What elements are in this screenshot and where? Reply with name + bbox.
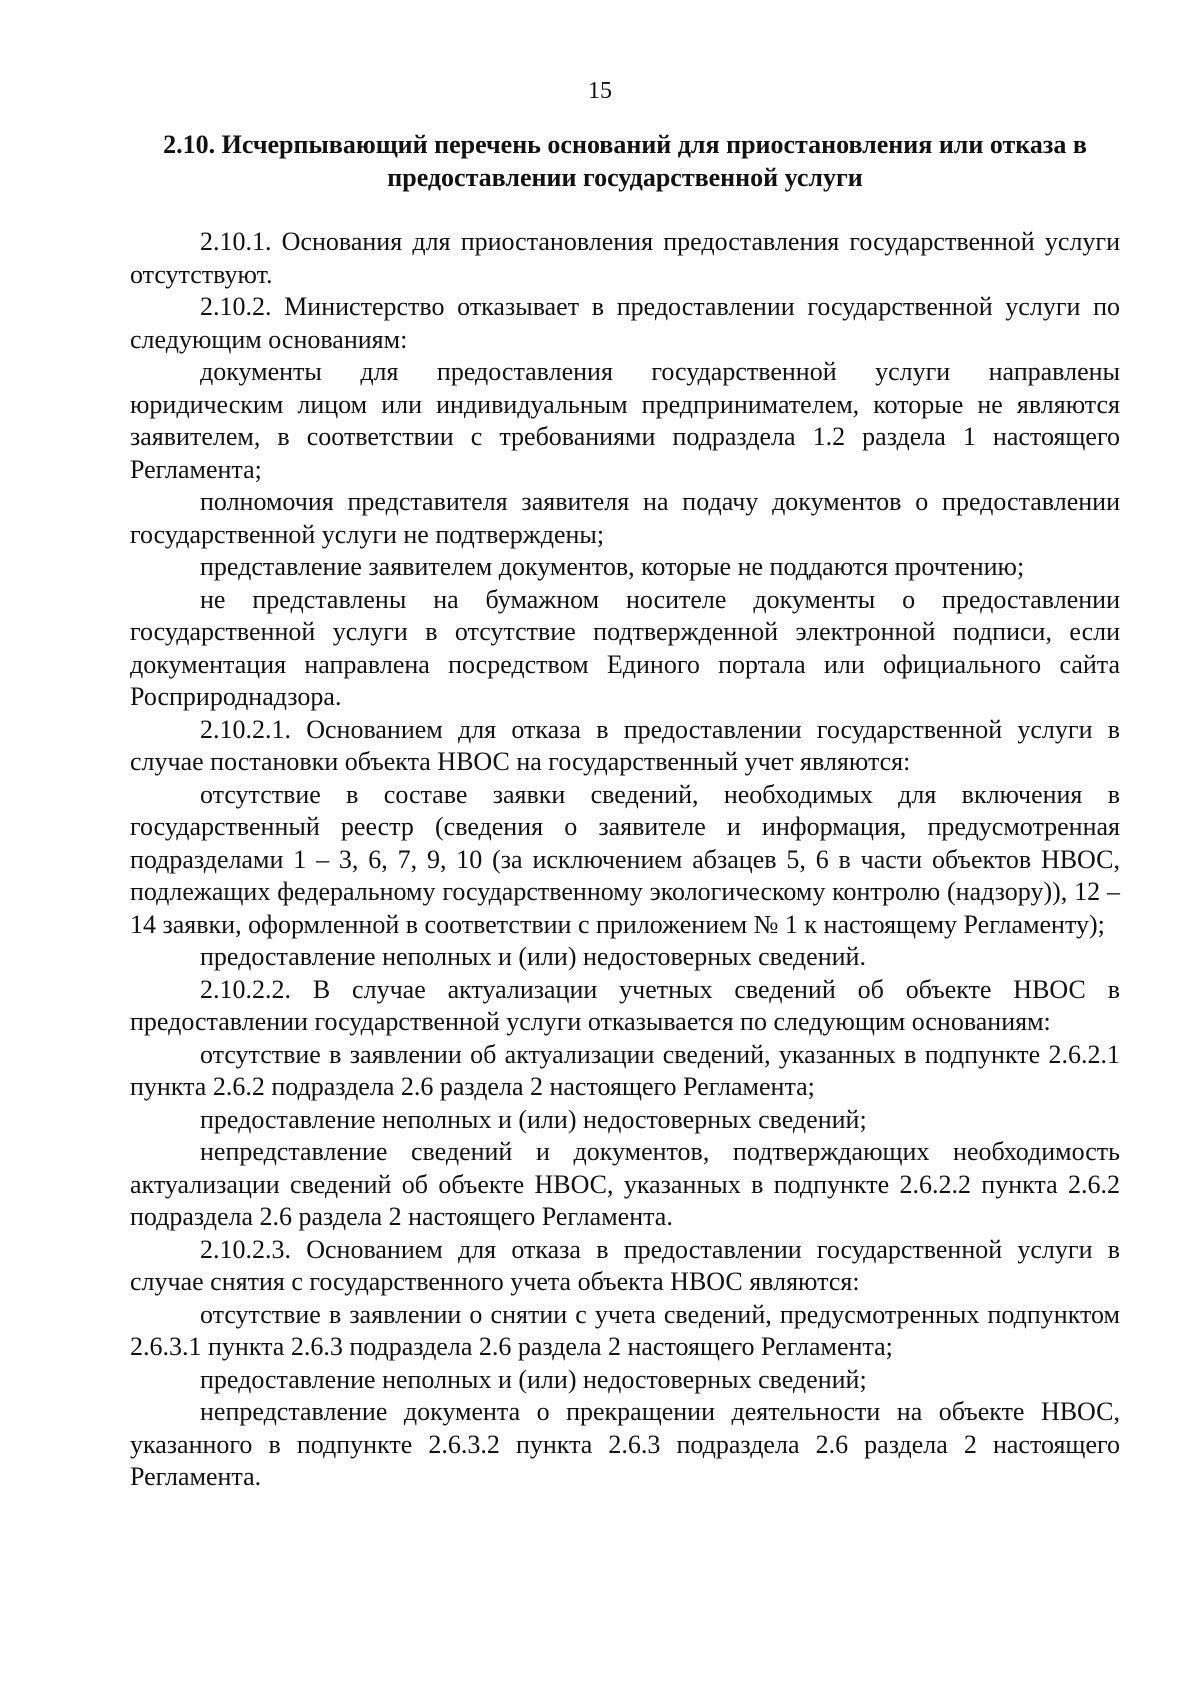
section-heading: 2.10. Исчерпывающий перечень оснований для приостановления или отказа в предоставлении государственной услуги	[163, 130, 1087, 192]
paragraph: полномочия представителя заявителя на подачу документов о предоставлении государственной услуги не подтверждены;	[130, 487, 1120, 549]
paragraph: предоставление неполных и (или) недостоверных сведений;	[200, 1364, 867, 1394]
paragraph: предоставление неполных и (или) недостоверных сведений.	[200, 942, 866, 971]
paragraph: предоставление неполных и (или) недостоверных сведений;	[200, 1104, 867, 1134]
paragraph: 2.10.2.1. Основанием для отказа в предоставлении государственной услуги в случае постановки объекта НВОС на государственный учет являются:	[130, 714, 1120, 776]
paragraph: непредставление документа о прекращении деятельности на объекте НВОС, указанного в подпункте 2.6.3.2 пункта 2.6.3 подраздела 2.6 раздела 2 настоящего Регламента.	[130, 1397, 1120, 1491]
paragraph: представление заявителем документов, которые не поддаются прочтению;	[200, 552, 1025, 581]
paragraph: 2.10.2.3. Основанием для отказа в предоставлении государственной услуги в случае снятия с государственного учета объекта НВОС являются:	[130, 1234, 1120, 1296]
paragraph: 2.10.2. Министерство отказывает в предоставлении государственной услуги по следующим основаниям:	[130, 292, 1120, 354]
paragraph: документы для предоставления государственной услуги направлены юридическим лицом или индивидуальным предпринимателем, которые не являются заявителем, в соответствии с требованиями подраздела 1.2 раздела 1 настоящего Регламента;	[130, 357, 1120, 484]
paragraph: отсутствие в заявлении о снятии с учета сведений, предусмотренных подпунктом 2.6.3.1 пункта 2.6.3 подраздела 2.6 раздела 2 настоящего Регламента;	[130, 1299, 1120, 1361]
paragraph: 2.10.2.2. В случае актуализации учетных сведений об объекте НВОС в предоставлении государственной услуги отказывается по следующим основаниям:	[130, 974, 1120, 1036]
paragraph: отсутствие в составе заявки сведений, необходимых для включения в государственный реестр (сведения о заявителе и информация, предусмотренная подразделами 1 – 3, 6, 7, 9, 10 (за исключением абзацев 5, 6 в части объектов НВОС, подлежащих федеральному государственному экологическому контролю (надзору)), 12 – 14 заявки, оформленной в соответствии с приложением № 1 к настоящему Регламенту);	[130, 779, 1120, 939]
page-number: 15	[588, 78, 612, 104]
paragraph: отсутствие в заявлении об актуализации сведений, указанных в подпункте 2.6.2.1 пункта 2.6.2 подраздела 2.6 раздела 2 настоящего Регламента;	[130, 1039, 1120, 1101]
paragraph: 2.10.1. Основания для приостановления предоставления государственной услуги отсутствуют.	[130, 227, 1120, 289]
paragraph: непредставление сведений и документов, подтверждающих необходимость актуализации сведений об объекте НВОС, указанных в подпункте 2.6.2.2 пункта 2.6.2 подраздела 2.6 раздела 2 настоящего Регламента.	[130, 1137, 1120, 1231]
paragraph: не представлены на бумажном носителе документы о предоставлении государственной услуги в отсутствие подтвержденной электронной подписи, если документация направлена посредством Единого портала или официального сайта Росприроднадзора.	[130, 584, 1120, 711]
section-body	[130, 226, 1120, 1494]
